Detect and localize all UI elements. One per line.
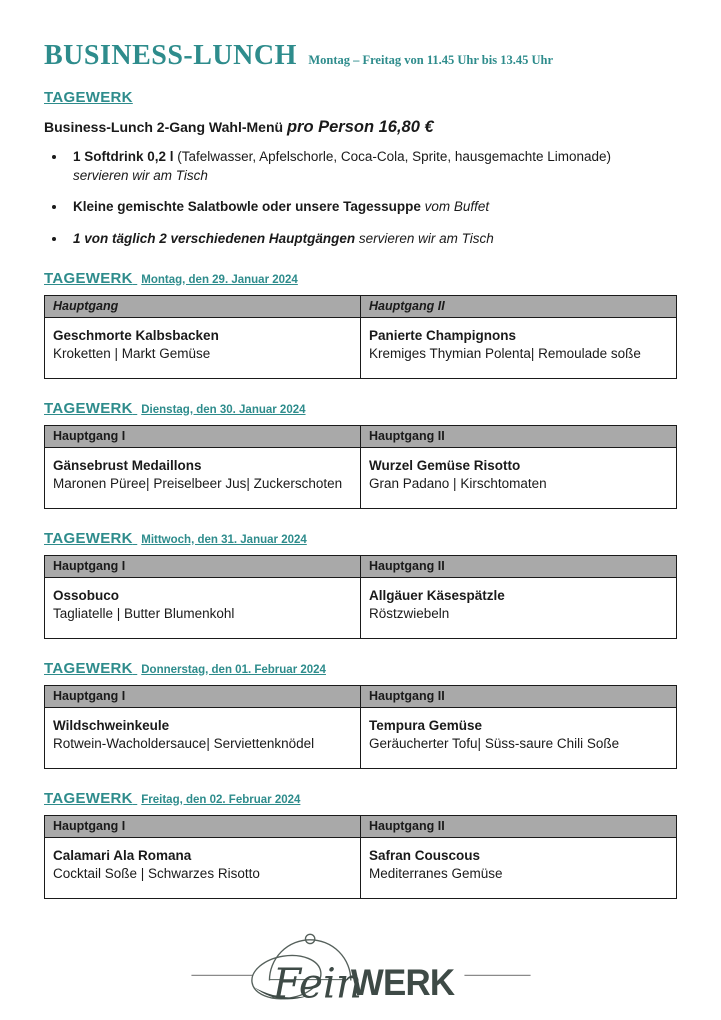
section-heading: TAGEWERK Freitag, den 02. Februar 2024 — [44, 789, 301, 807]
page-title: BUSINESS-LUNCH — [44, 40, 297, 71]
dish-description: Gran Padano | Kirschtomaten — [369, 475, 547, 491]
day-section-monday — [44, 270, 677, 379]
bullet-list — [67, 148, 677, 249]
section-date: Mittwoch, den 31. Januar 2024 — [141, 533, 307, 546]
table-header-cell: Hauptgang — [45, 295, 361, 317]
table-row — [45, 447, 677, 508]
dish-name: Wurzel Gemüse Risotto — [369, 457, 521, 473]
day-section-tuesday — [44, 400, 677, 509]
tagewerk-heading: TAGEWERK — [44, 89, 133, 106]
dish-description: Rotwein-Wacholdersauce| Serviettenknödel — [53, 735, 315, 751]
dish-name: Wildschweinkeule — [53, 717, 170, 733]
table-header-cell: Hauptgang II — [361, 425, 677, 447]
table-header-cell: Hauptgang I — [45, 555, 361, 577]
table-header-cell: Hauptgang I — [45, 425, 361, 447]
dish-name: Safran Couscous — [369, 847, 481, 863]
menu-table — [44, 425, 677, 509]
section-date: Freitag, den 02. Februar 2024 — [141, 793, 301, 806]
logo-word-text: WERK — [350, 960, 455, 1003]
table-row — [45, 317, 677, 378]
menu-table — [44, 555, 677, 639]
dish-name: Panierte Champignons — [369, 327, 517, 343]
table-row — [45, 577, 677, 638]
table-header-cell: Hauptgang II — [361, 555, 677, 577]
dish-description: Mediterranes Gemüse — [369, 865, 503, 881]
bullet-item-softdrink: • 1 Softdrink 0,2 l (Tafelwasser, Apfelschorle, Coca-Cola, Sprite, hausgemachte Limonade) servieren wir am Tisch — [67, 148, 677, 185]
section-date: Dienstag, den 30. Januar 2024 — [141, 403, 306, 416]
footer — [0, 933, 721, 1011]
day-section-wednesday — [44, 530, 677, 639]
menu-name: Business-Lunch 2-Gang Wahl-Menü — [44, 119, 284, 135]
dish-description: Cocktail Soße | Schwarzes Risotto — [53, 865, 260, 881]
table-header-cell: Hauptgang I — [45, 685, 361, 707]
dish-description: Kremiges Thymian Polenta| Remoulade soße — [369, 345, 641, 361]
dish-description: Maronen Püree| Preiselbeer Jus| Zuckerschoten — [53, 475, 343, 491]
dish-description: Tagliatelle | Butter Blumenkohl — [53, 605, 235, 621]
menu-table — [44, 685, 677, 769]
dish-name: Gänsebrust Medaillons — [53, 457, 202, 473]
dish-name: Tempura Gemüse — [369, 717, 483, 733]
menu-table — [44, 815, 677, 899]
day-section-thursday — [44, 660, 677, 769]
dish-name: Ossobuco — [53, 587, 120, 603]
dish-description: Geräucherter Tofu| Süss-saure Chili Soße — [369, 735, 620, 751]
table-header-cell: Hauptgang II — [361, 295, 677, 317]
table-header-cell: Hauptgang II — [361, 685, 677, 707]
menu-price: pro Person 16,80 € — [286, 118, 434, 136]
bullet-item-main-course: • 1 von täglich 2 verschiedenen Hauptgängen servieren wir am Tisch — [67, 230, 677, 249]
menu-price-line — [44, 118, 677, 137]
dish-description: Kroketten | Markt Gemüse — [53, 345, 211, 361]
section-date: Montag, den 29. Januar 2024 — [141, 273, 298, 286]
document-header — [44, 40, 677, 72]
dish-name: Calamari Ala Romana — [53, 847, 192, 863]
section-heading: TAGEWERK Montag, den 29. Januar 2024 — [44, 269, 298, 287]
page-subtitle: Montag – Freitag von 11.45 Uhr bis 13.45 Uhr — [308, 53, 553, 67]
table-header-cell: Hauptgang II — [361, 815, 677, 837]
feinwerk-logo — [191, 933, 531, 1011]
logo-script-text: Fein — [272, 958, 362, 1007]
section-heading: TAGEWERK Mittwoch, den 31. Januar 2024 — [44, 529, 307, 547]
dish-name: Geschmorte Kalbsbacken — [53, 327, 219, 343]
section-heading: TAGEWERK Donnerstag, den 01. Februar 2024 — [44, 659, 326, 677]
section-heading: TAGEWERK Dienstag, den 30. Januar 2024 — [44, 399, 306, 417]
section-date: Donnerstag, den 01. Februar 2024 — [141, 663, 326, 676]
bullet-item-salad: • Kleine gemischte Salatbowle oder unsere Tagessuppe vom Buffet — [67, 198, 677, 217]
table-header-cell: Hauptgang I — [45, 815, 361, 837]
table-row — [45, 837, 677, 898]
dish-description: Röstzwiebeln — [369, 605, 450, 621]
dish-name: Allgäuer Käsespätzle — [369, 587, 505, 603]
menu-table — [44, 295, 677, 379]
day-section-friday — [44, 790, 677, 899]
table-row — [45, 707, 677, 768]
